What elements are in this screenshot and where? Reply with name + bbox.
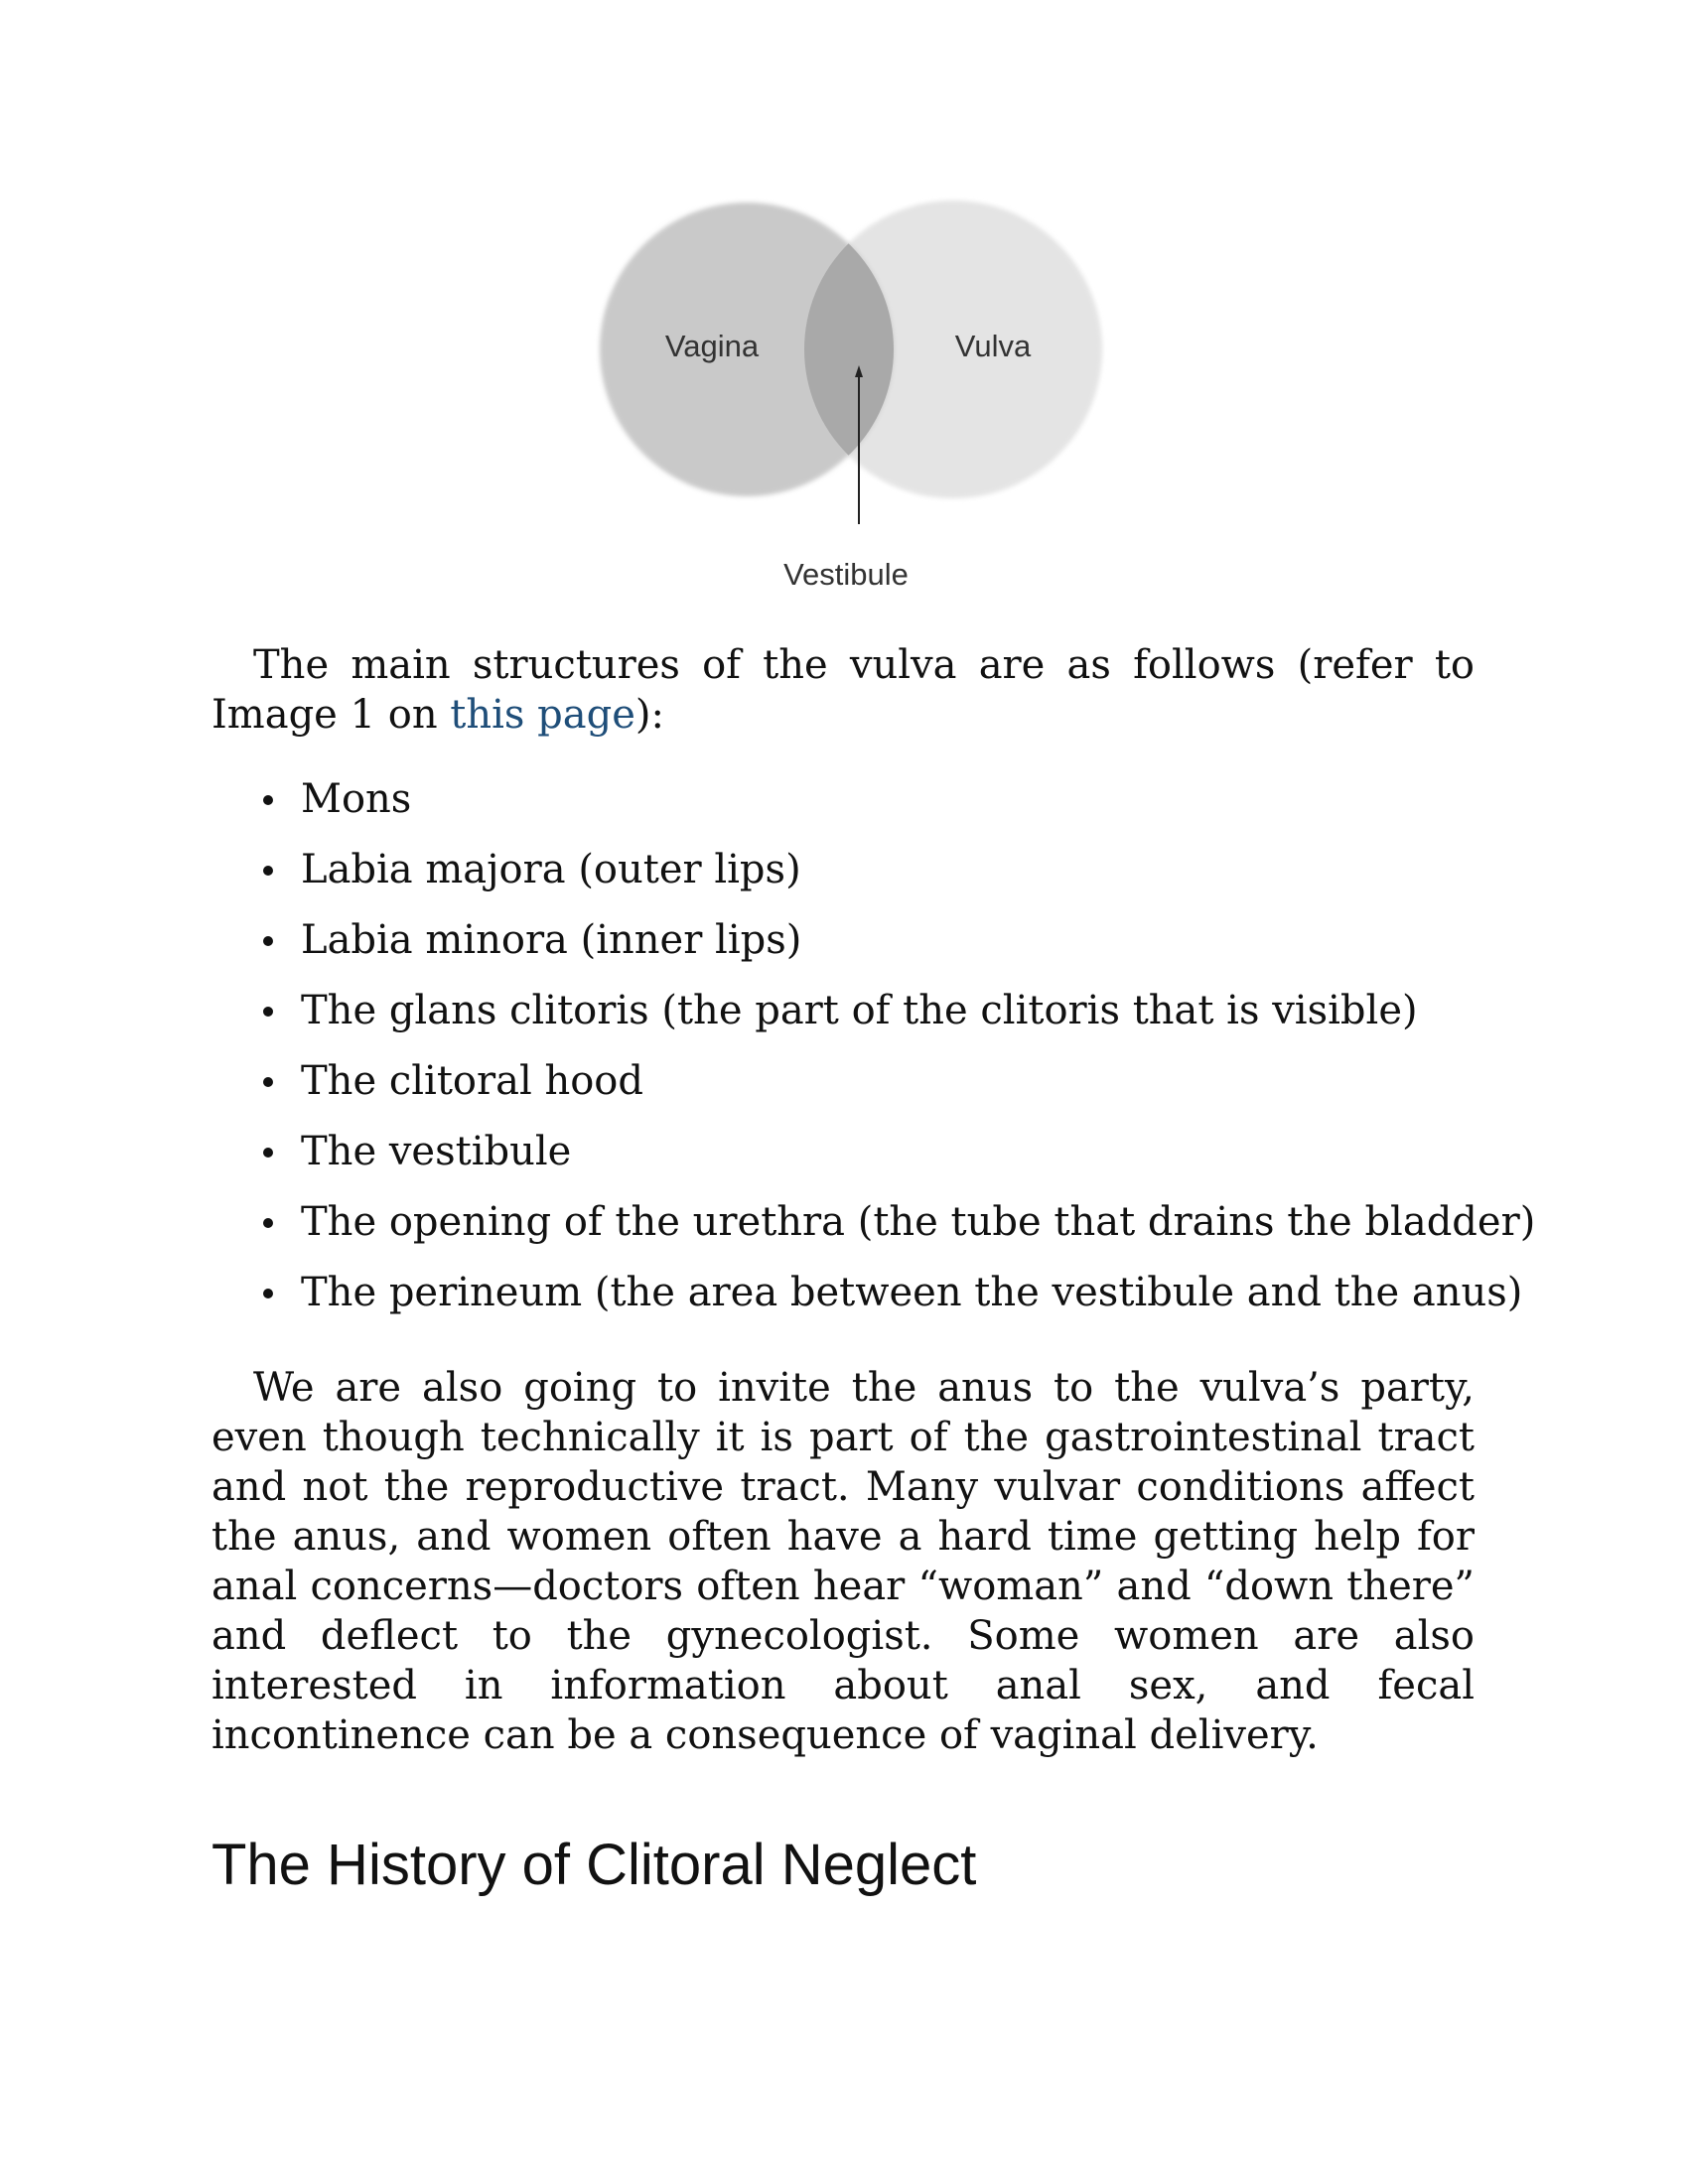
intro-paragraph: [211, 640, 1475, 740]
bullet-icon: [263, 1007, 273, 1017]
bullet-icon: [263, 936, 273, 946]
bullet-icon: [263, 795, 273, 805]
vulva-structures-list: [211, 774, 1536, 1338]
vulva-label: Vulva: [954, 329, 1032, 363]
list-item: The clitoral hood: [211, 1056, 1502, 1106]
venn-diagram: [556, 179, 1132, 615]
bullet-icon: [263, 1077, 273, 1087]
vestibule-label: Vestibule: [783, 557, 909, 592]
intro-text: The main structures of the vulva are as follows (refer to Image 1 on: [211, 642, 1475, 738]
bullet-icon: [263, 1148, 273, 1158]
bullet-icon: [263, 1289, 273, 1298]
intro-text-end: ):: [634, 692, 664, 738]
list-item: Mons: [211, 774, 1502, 824]
list-item: The perineum (the area between the vestibule and the anus): [211, 1268, 1502, 1317]
bullet-icon: [263, 1218, 273, 1228]
list-item: The glans clitoris (the part of the clitoris that is visible): [211, 986, 1502, 1035]
list-item: The opening of the urethra (the tube that drains the bladder): [211, 1197, 1502, 1247]
this-page-link[interactable]: this page: [450, 692, 635, 738]
section-heading: The History of Clitoral Neglect: [211, 1833, 977, 1897]
list-item: Labia majora (outer lips): [211, 845, 1502, 894]
list-item: Labia minora (inner lips): [211, 915, 1502, 965]
bullet-icon: [263, 866, 273, 876]
list-item: The vestibule: [211, 1127, 1502, 1176]
anus-paragraph-text: We are also going to invite the anus to the vulva’s party, even though technically it is part of the gastrointestinal tract and not the reproductive tract. Many vulvar conditions affect the anus, and women often have a hard time getting help for anal concerns—doctors often hear “woman” and “down there” and deflect to the gynecologist. Some women are also interested in information about anal sex, and fecal incontinence can be a consequence of vaginal delivery.: [211, 1365, 1475, 1758]
anus-paragraph: [211, 1363, 1475, 1760]
vagina-label: Vagina: [664, 329, 760, 363]
venn-diagram-figure: [556, 179, 1132, 615]
